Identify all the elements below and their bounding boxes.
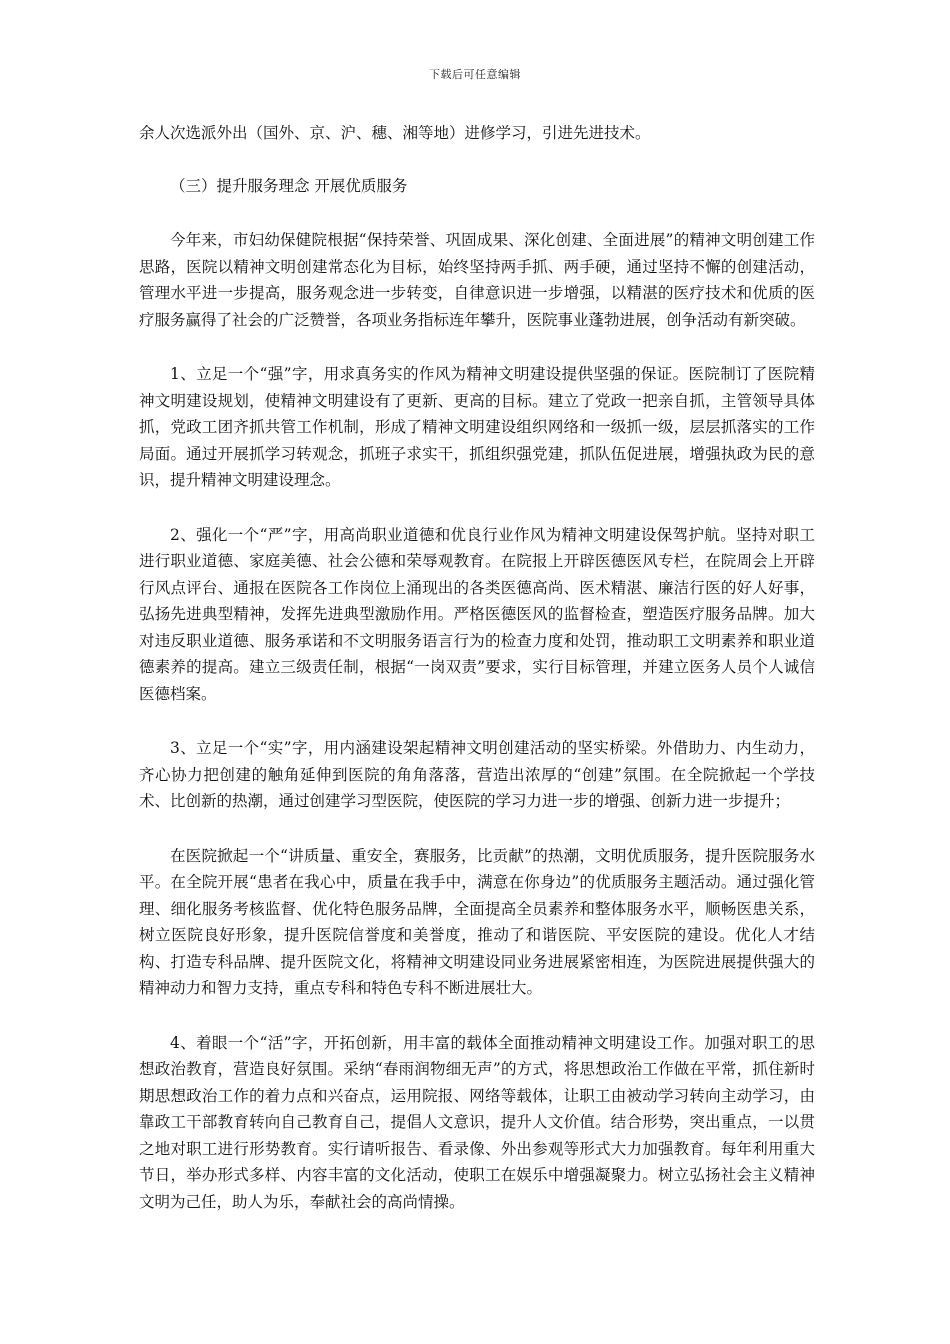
document-body [139,120,815,1243]
paragraph-continuation: 余人次选派外出（国外、京、沪、穗、湘等地）进修学习，引进先进技术。 [139,124,651,142]
paragraph-item-3: 3、立足一个“实”字，用内涵建设架起精神文明创建活动的坚实桥梁。外借助力、内生动力，齐心协力把创建的触角延伸到医院的角角落落，营造出浓厚的“创建”氛围。在全院掀起一个学技术、比创新的热潮，通过创建学习型医院，使医院的学习力进一步的增强、创新力进一步提升； [139,739,815,810]
section-subheading: （三）提升服务理念 开展优质服务 [170,176,408,195]
paragraph-intro: 今年来，市妇幼保健院根据“保持荣誉、巩固成果、深化创建、全面进展”的精神文明创建工作思路，医院以精神文明创建常态化为目标，始终坚持两手抓、两手硬，通过坚持不懈的创建活动，管理水平进一步提高，服务观念进一步转变，自律意识进一步增强，以精湛的医疗技术和优质的医疗服务赢得了社会的广泛赞誉，各项业务指标连年攀升，医院事业蓬勃进展，创争活动有新突破。 [139,231,815,329]
paragraph-item-2: 2、强化一个“严”字，用高尚职业道德和优良行业作风为精神文明建设保驾护航。坚持对职工进行职业道德、家庭美德、社会公德和荣辱观教育。在院报上开辟医德医风专栏，在院周会上开辟行风点评台、通报在医院各工作岗位上涌现出的各类医德高尚、医术精湛、廉洁行医的好人好事，弘扬先进典型精神，发挥先进典型激励作用。严格医德医风的监督检查，塑造医疗服务品牌。加大对违反职业道德、服务承诺和不文明服务语言行为的检查力度和处罚，推动职工文明素养和职业道德素养的提高。建立三级责任制，根据“一岗双责”要求，实行目标管理，并建立医务人员个人诚信医德档案。 [139,525,815,703]
header-note: 下载后可任意编辑 [429,68,521,81]
paragraph-item-3-continued: 在医院掀起一个“讲质量、重安全，赛服务，比贡献”的热潮，文明优质服务，提升医院服务水平。在全院开展“患者在我心中，质量在我手中，满意在你身边”的优质服务主题活动。通过强化管理、细化服务考核监督、优化特色服务品牌，全面提高全员素养和整体服务水平，顺畅医患关系，树立医院良好形象，提升医院信誉度和美誉度，推动了和谐医院、平安医院的建设。优化人才结构、打造专科品牌、提升医院文化，将精神文明建设同业务进展紧密相连，为医院进展提供强大的精神动力和智力支持，重点专科和特色专科不断进展壮大。 [139,846,815,997]
paragraph-item-4: 4、着眼一个“活”字，开拓创新，用丰富的载体全面推动精神文明建设工作。加强对职工的思想政治教育，营造良好氛围。采纳“春雨润物细无声”的方式，将思想政治工作做在平常，抓住新时期思想政治工作的着力点和兴奋点，运用院报、网络等载体，让职工由被动学习转向主动学习，由靠政工干部教育转向自己教育自己，提倡人文意识，提升人文价值。结合形势，突出重点，一以贯之地对职工进行形势教育。实行请听报告、看录像、外出参观等形式大力加强教育。每年利用重大节日，举办形式多样、内容丰富的文化活动，使职工在娱乐中增强凝聚力。树立弘扬社会主义精神文明为己任，助人为乐，奉献社会的高尚情操。 [139,1033,815,1211]
paragraph-item-1: 1、立足一个“强”字，用求真务实的作风为精神文明建设提供坚强的保证。医院制订了医院精神文明建设规划，使精神文明建设有了更新、更高的目标。建立了党政一把亲自抓，主管领导具体抓，党政工团齐抓共管工作机制，形成了精神文明建设组织网络和一级抓一级，层层抓落实的工作局面。通过开展抓学习转观念，抓班子求实干，抓组织强党建，抓队伍促进展，增强执政为民的意识，提升精神文明建设理念。 [139,365,815,489]
